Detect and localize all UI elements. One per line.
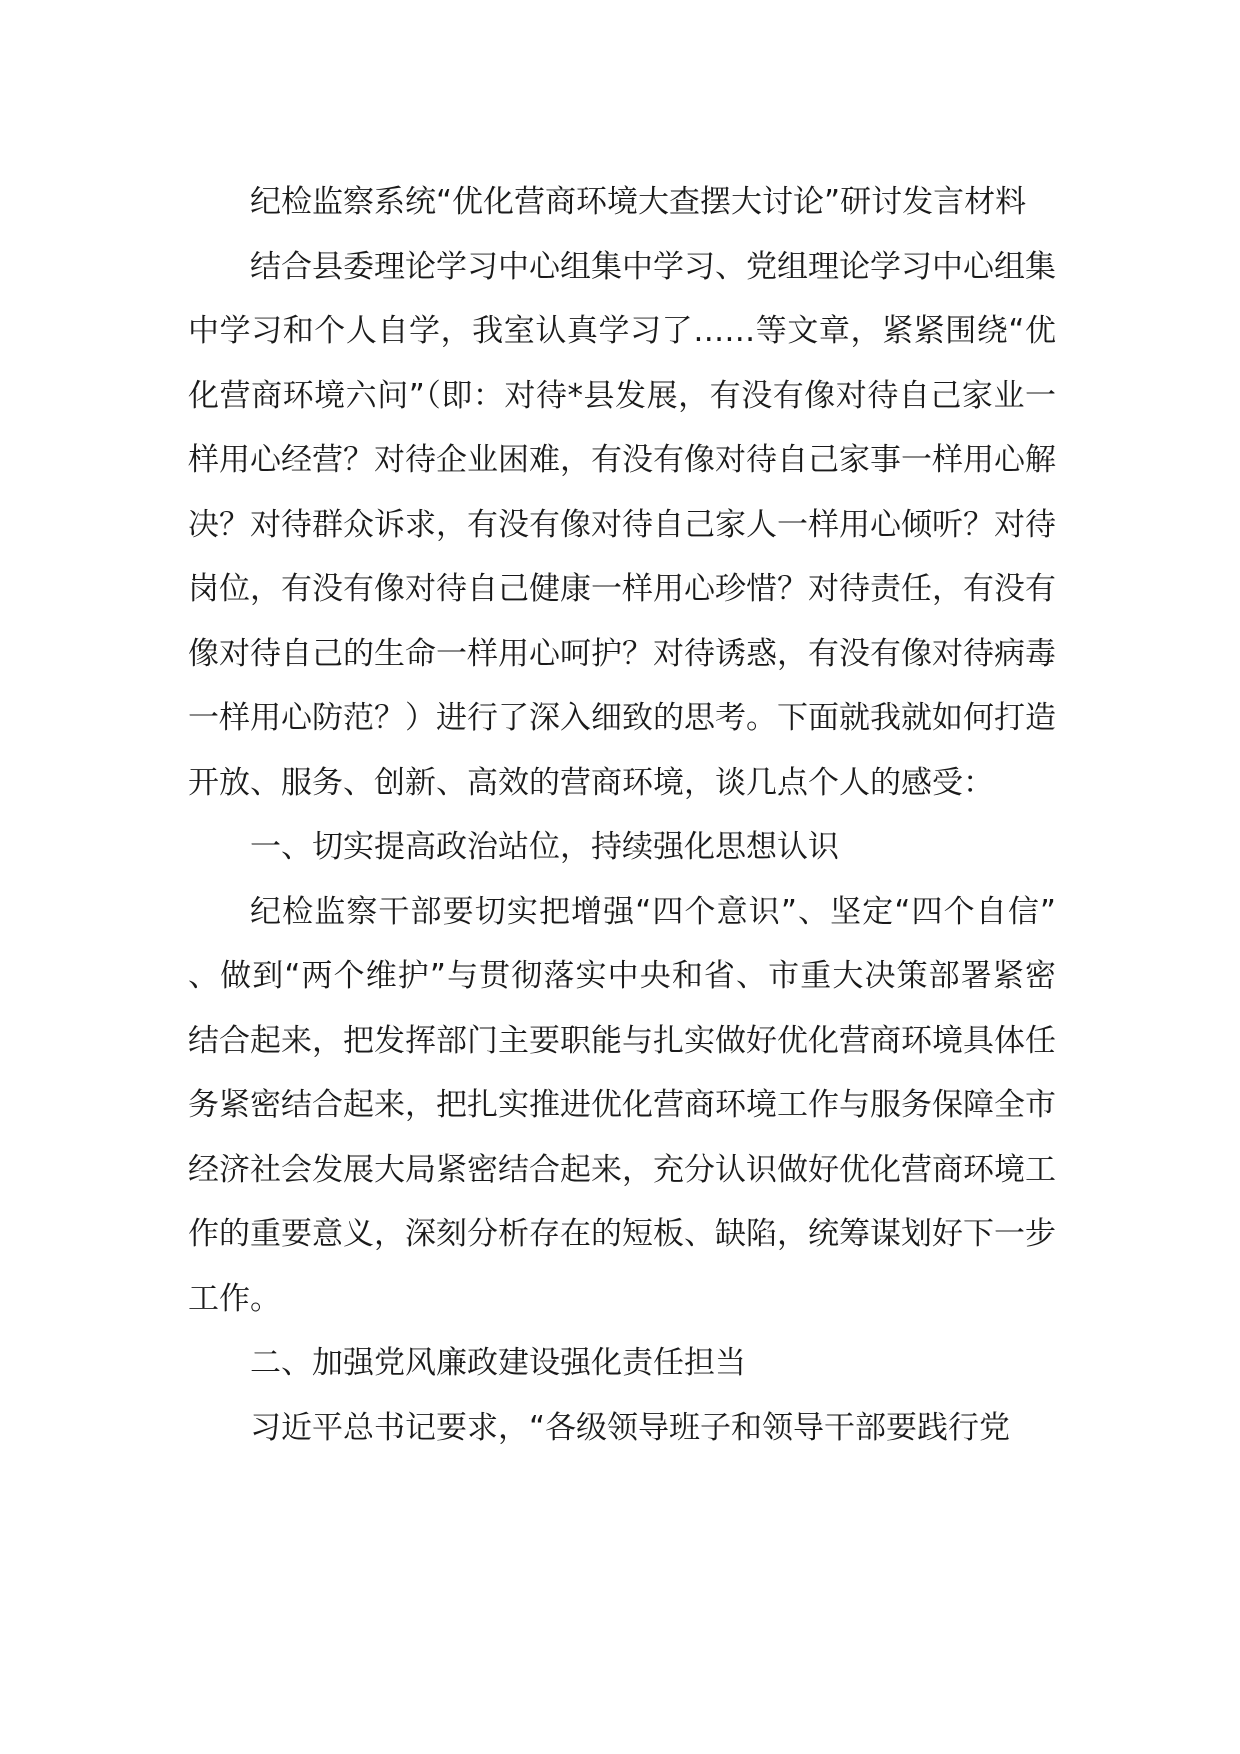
section-heading-2: 二、加强党风廉政建设强化责任担当 [250, 1345, 746, 1381]
section-2-paragraph: 习近平总书记要求，“各级领导班子和领导干部要践行党 [250, 1409, 1011, 1446]
intro-paragraph: 结合县委理论学习中心组集中学习、党组理论学习中心组集中学习和个人自学，我室认真学习了……等文章，紧紧围绕“优化营商环境六问”（即：对待*县发展，有没有像对待自己家业一样用心经营？对待企业困难，有没有像对待自己家事一样用心解决？对待群众诉求，有没有像对待自己家人一样用心倾听？对待岗位，有没有像对待自己健康一样用心珍惜？对待责任，有没有像对待自己的生命一样用心呵护？对待诱惑，有没有像对待病毒一样用心防范？）进行了深入细致的思考。下面就我就如何打造开放、服务、创新、高效的营商环境，谈几点个人的感受： [188, 248, 1056, 801]
document-body [188, 170, 1056, 1460]
document-title: 纪检监察系统“优化营商环境大查摆大讨论”研讨发言材料 [250, 184, 1027, 220]
section-1-paragraph: 纪检监察干部要切实把增强“四个意识”、坚定“四个自信”、做到“两个维护”与贯彻落实中央和省、市重大决策部署紧密结合起来，把发挥部门主要职能与扎实做好优化营商环境具体任务紧密结合起来，把扎实推进优化营商环境工作与服务保障全市经济社会发展大局紧密结合起来，充分认识做好优化营商环境工作的重要意义，深刻分析存在的短板、缺陷，统筹谋划好下一步工作。 [188, 893, 1056, 1317]
section-heading-1: 一、切实提高政治站位，持续强化思想认识 [250, 829, 839, 865]
